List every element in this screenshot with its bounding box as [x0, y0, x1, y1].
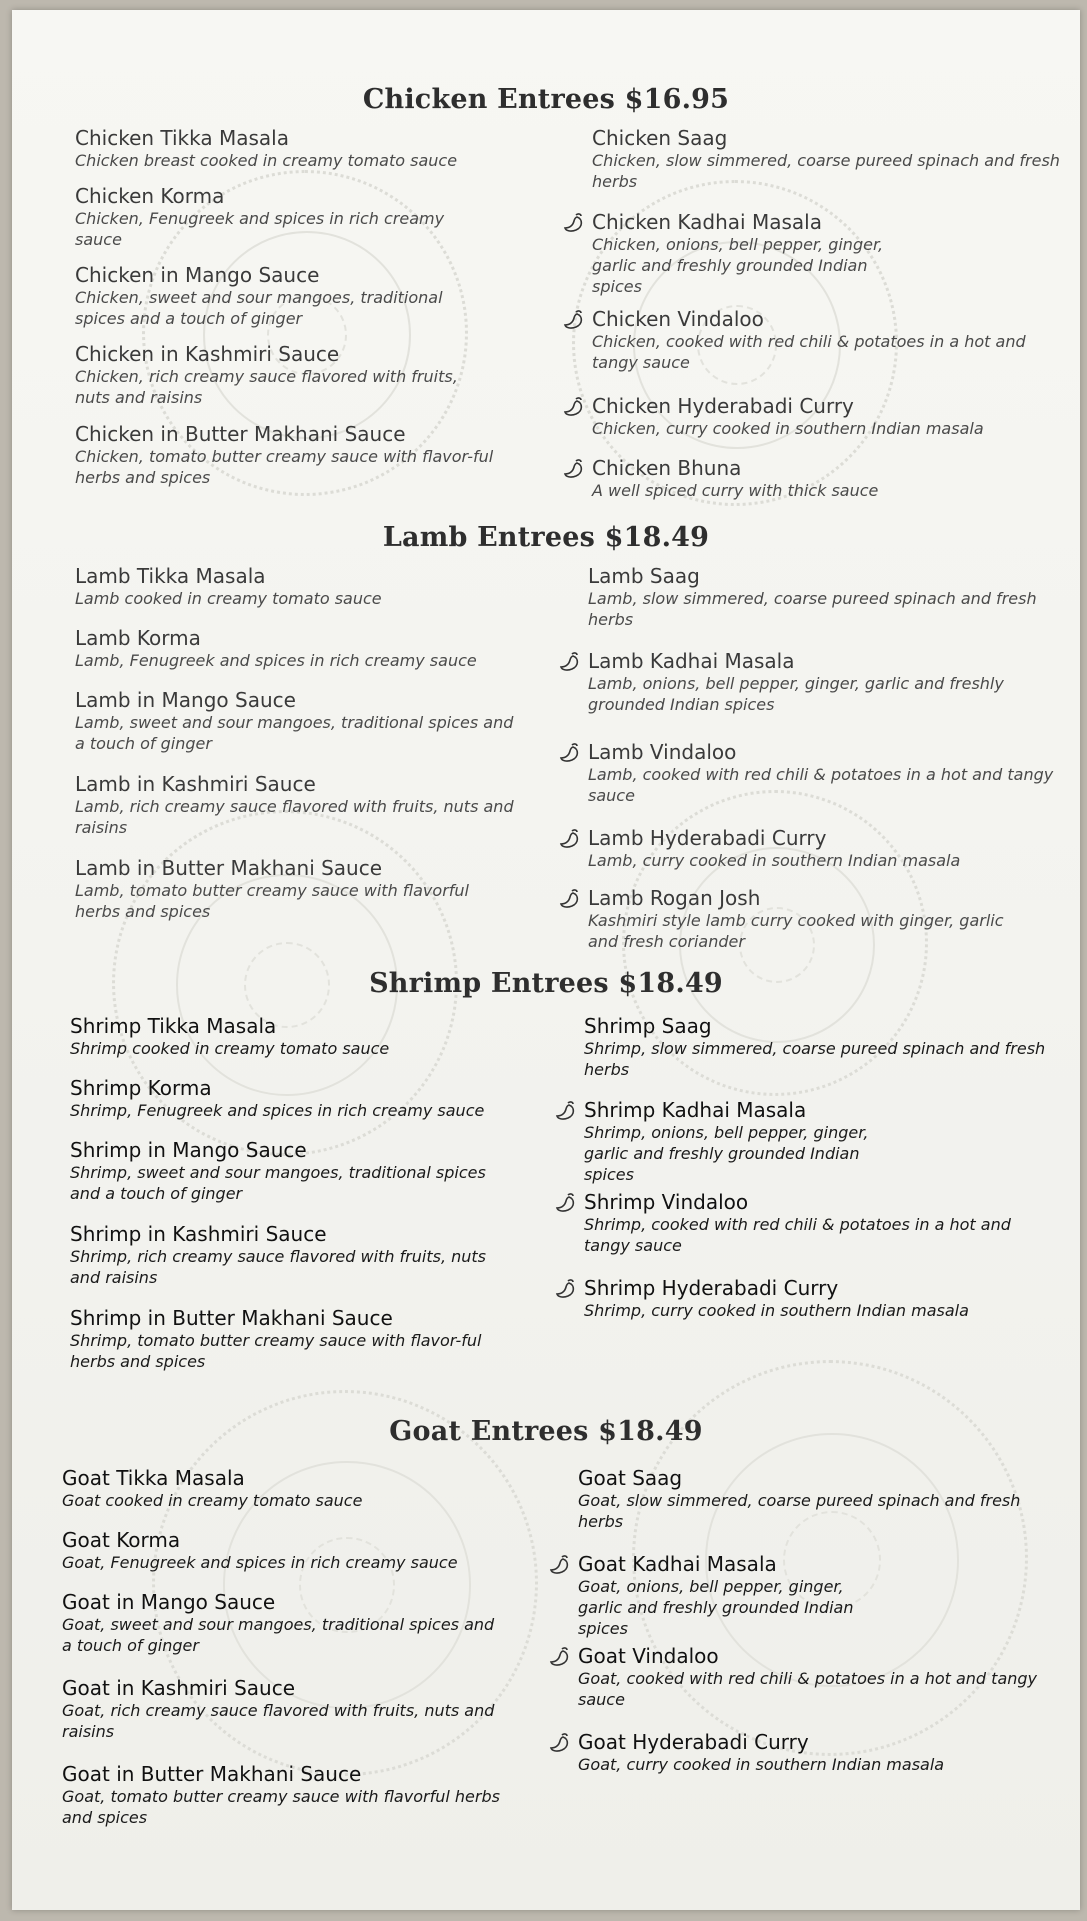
- item-name: Goat in Butter Makhani Sauce: [62, 1762, 362, 1786]
- item-name: Goat in Kashmiri Sauce: [62, 1676, 295, 1700]
- item-name: Lamb Rogan Josh: [588, 886, 761, 910]
- item-name: Goat Korma: [62, 1528, 181, 1552]
- menu-item: [75, 342, 495, 408]
- item-name: Chicken Kadhai Masala: [592, 210, 822, 234]
- chili-pepper-icon: [548, 1554, 572, 1576]
- menu-item: [70, 1014, 540, 1059]
- menu-item: [75, 626, 545, 671]
- menu-item: [584, 1190, 1054, 1256]
- item-name: Shrimp Hyderabadi Curry: [584, 1276, 839, 1300]
- menu-item: [578, 1730, 1048, 1775]
- item-name: Lamb Korma: [75, 626, 201, 650]
- menu-item: [578, 1552, 1048, 1639]
- item-description: Lamb, rich creamy sauce flavored with fruits, nuts and raisins: [75, 797, 514, 837]
- section-title: Shrimp Entrees $18.49: [369, 968, 723, 999]
- item-name: Shrimp Saag: [584, 1014, 712, 1038]
- item-name: Shrimp in Butter Makhani Sauce: [70, 1306, 393, 1330]
- item-description: Chicken, slow simmered, coarse pureed spinach and fresh herbs: [592, 151, 1060, 191]
- chili-pepper-icon: [558, 888, 582, 910]
- item-description: Shrimp, rich creamy sauce flavored with fruits, nuts and raisins: [70, 1247, 487, 1287]
- menu-item: [584, 1014, 1054, 1080]
- item-name: Goat in Mango Sauce: [62, 1590, 276, 1614]
- item-name: Shrimp in Mango Sauce: [70, 1138, 307, 1162]
- menu-item: [75, 422, 515, 488]
- chili-pepper-icon: [548, 1646, 572, 1668]
- chili-pepper-icon: [558, 651, 582, 673]
- item-description: Shrimp, onions, bell pepper, ginger, garlic and freshly grounded Indian spices: [584, 1123, 869, 1184]
- item-description: Shrimp, cooked with red chili & potatoes in a hot and tangy sauce: [584, 1215, 1011, 1255]
- menu-item: [592, 456, 1062, 501]
- menu-item: [62, 1466, 532, 1511]
- item-name: Lamb Kadhai Masala: [588, 649, 795, 673]
- item-description: Kashmiri style lamb curry cooked with ginger, garlic and fresh coriander: [588, 911, 1004, 951]
- item-description: Goat, rich creamy sauce flavored with fruits, nuts and raisins: [62, 1701, 495, 1741]
- item-description: Shrimp, tomato butter creamy sauce with flavor-ful herbs and spices: [70, 1331, 482, 1371]
- item-name: Lamb Vindaloo: [588, 740, 737, 764]
- menu-item: [70, 1138, 490, 1204]
- menu-page: [12, 10, 1080, 1910]
- item-description: Lamb cooked in creamy tomato sauce: [75, 589, 382, 608]
- item-description: Goat cooked in creamy tomato sauce: [62, 1491, 363, 1510]
- item-description: Lamb, slow simmered, coarse pureed spinach and fresh herbs: [588, 589, 1037, 629]
- item-description: Chicken, sweet and sour mangoes, traditional spices and a touch of ginger: [75, 288, 443, 328]
- menu-item: [75, 772, 515, 838]
- item-name: Lamb in Mango Sauce: [75, 688, 296, 712]
- menu-item: [578, 1644, 1048, 1710]
- item-name: Lamb Tikka Masala: [75, 564, 266, 588]
- item-description: Lamb, onions, bell pepper, ginger, garlic and freshly grounded Indian spices: [588, 674, 1004, 714]
- menu-item: [588, 649, 1058, 715]
- item-description: Shrimp, slow simmered, coarse pureed spinach and fresh herbs: [584, 1039, 1046, 1079]
- menu-item: [592, 394, 1062, 439]
- item-description: Lamb, Fenugreek and spices in rich creamy sauce: [75, 651, 477, 670]
- menu-item: [75, 263, 495, 329]
- menu-item: [70, 1306, 510, 1372]
- menu-item: [592, 210, 1062, 297]
- item-name: Chicken Korma: [75, 184, 225, 208]
- menu-item: [70, 1222, 490, 1288]
- item-name: Shrimp Kadhai Masala: [584, 1098, 807, 1122]
- menu-item: [62, 1528, 532, 1573]
- menu-item: [588, 886, 1058, 952]
- section-title: Goat Entrees $18.49: [389, 1416, 703, 1447]
- chili-pepper-icon: [562, 309, 586, 331]
- menu-item: [70, 1076, 540, 1121]
- menu-item: [588, 564, 1058, 630]
- item-name: Chicken Bhuna: [592, 456, 742, 480]
- chili-pepper-icon: [558, 742, 582, 764]
- item-description: Shrimp, curry cooked in southern Indian masala: [584, 1301, 969, 1320]
- menu-item: [75, 184, 495, 250]
- item-description: Goat, Fenugreek and spices in rich creamy sauce: [62, 1553, 458, 1572]
- item-description: Lamb, sweet and sour mangoes, traditional spices and a touch of ginger: [75, 713, 514, 753]
- item-description: Goat, tomato butter creamy sauce with flavorful herbs and spices: [62, 1787, 500, 1827]
- menu-item: [62, 1676, 502, 1742]
- item-description: Lamb, tomato butter creamy sauce with flavorful herbs and spices: [75, 881, 469, 921]
- item-description: Lamb, cooked with red chili & potatoes in a hot and tangy sauce: [588, 765, 1054, 805]
- menu-item: [75, 856, 515, 922]
- item-description: Goat, slow simmered, coarse pureed spinach and fresh herbs: [578, 1491, 1021, 1531]
- item-name: Lamb Hyderabadi Curry: [588, 826, 827, 850]
- item-description: Chicken, Fenugreek and spices in rich creamy sauce: [75, 209, 445, 249]
- item-name: Lamb in Kashmiri Sauce: [75, 772, 316, 796]
- item-description: Shrimp cooked in creamy tomato sauce: [70, 1039, 390, 1058]
- menu-item: [75, 126, 545, 171]
- menu-item: [62, 1762, 502, 1828]
- item-description: Lamb, curry cooked in southern Indian masala: [588, 851, 961, 870]
- menu-item: [75, 564, 545, 609]
- item-description: Chicken, onions, bell pepper, ginger, garlic and freshly grounded Indian spices: [592, 235, 884, 296]
- item-name: Goat Kadhai Masala: [578, 1552, 777, 1576]
- chili-pepper-icon: [554, 1100, 578, 1122]
- chili-pepper-icon: [562, 212, 586, 234]
- menu-item: [578, 1466, 1048, 1532]
- chili-pepper-icon: [562, 458, 586, 480]
- item-description: Goat, sweet and sour mangoes, traditional spices and a touch of ginger: [62, 1615, 495, 1655]
- menu-item: [588, 740, 1058, 806]
- item-name: Chicken in Kashmiri Sauce: [75, 342, 340, 366]
- item-name: Lamb Saag: [588, 564, 700, 588]
- chili-pepper-icon: [558, 828, 582, 850]
- item-description: Goat, curry cooked in southern Indian masala: [578, 1755, 945, 1774]
- chili-pepper-icon: [548, 1732, 572, 1754]
- item-description: Goat, onions, bell pepper, ginger, garlic and freshly grounded Indian spices: [578, 1577, 854, 1638]
- item-name: Goat Saag: [578, 1466, 683, 1490]
- item-name: Chicken in Mango Sauce: [75, 263, 320, 287]
- item-name: Shrimp Korma: [70, 1076, 212, 1100]
- item-name: Chicken in Butter Makhani Sauce: [75, 422, 406, 446]
- item-name: Chicken Hyderabadi Curry: [592, 394, 854, 418]
- item-description: A well spiced curry with thick sauce: [592, 481, 879, 500]
- menu-item: [62, 1590, 502, 1656]
- item-description: Shrimp, Fenugreek and spices in rich creamy sauce: [70, 1101, 485, 1120]
- chili-pepper-icon: [554, 1192, 578, 1214]
- item-name: Chicken Vindaloo: [592, 307, 764, 331]
- menu-item: [584, 1276, 1054, 1321]
- item-name: Shrimp Tikka Masala: [70, 1014, 277, 1038]
- item-name: Goat Hyderabadi Curry: [578, 1730, 809, 1754]
- item-name: Goat Vindaloo: [578, 1644, 719, 1668]
- menu-item: [592, 307, 1062, 373]
- item-description: Shrimp, sweet and sour mangoes, traditional spices and a touch of ginger: [70, 1163, 486, 1203]
- menu-item: [584, 1098, 1054, 1185]
- item-name: Shrimp in Kashmiri Sauce: [70, 1222, 327, 1246]
- menu-item: [592, 126, 1062, 192]
- item-name: Lamb in Butter Makhani Sauce: [75, 856, 383, 880]
- menu-item: [588, 826, 1058, 871]
- item-description: Chicken, curry cooked in southern Indian masala: [592, 419, 984, 438]
- menu-item: [75, 688, 515, 754]
- section-title: Chicken Entrees $16.95: [362, 84, 730, 115]
- chili-pepper-icon: [562, 396, 586, 418]
- item-name: Chicken Tikka Masala: [75, 126, 289, 150]
- item-description: Chicken breast cooked in creamy tomato sauce: [75, 151, 458, 170]
- item-description: Chicken, cooked with red chili & potatoes in a hot and tangy sauce: [592, 332, 1026, 372]
- item-description: Chicken, rich creamy sauce flavored with fruits, nuts and raisins: [75, 367, 458, 407]
- section-title: Lamb Entrees $18.49: [382, 522, 710, 553]
- item-name: Shrimp Vindaloo: [584, 1190, 749, 1214]
- item-description: Goat, cooked with red chili & potatoes in a hot and tangy sauce: [578, 1669, 1038, 1709]
- chili-pepper-icon: [554, 1278, 578, 1300]
- item-name: Goat Tikka Masala: [62, 1466, 245, 1490]
- item-name: Chicken Saag: [592, 126, 728, 150]
- item-description: Chicken, tomato butter creamy sauce with flavor-ful herbs and spices: [75, 447, 494, 487]
